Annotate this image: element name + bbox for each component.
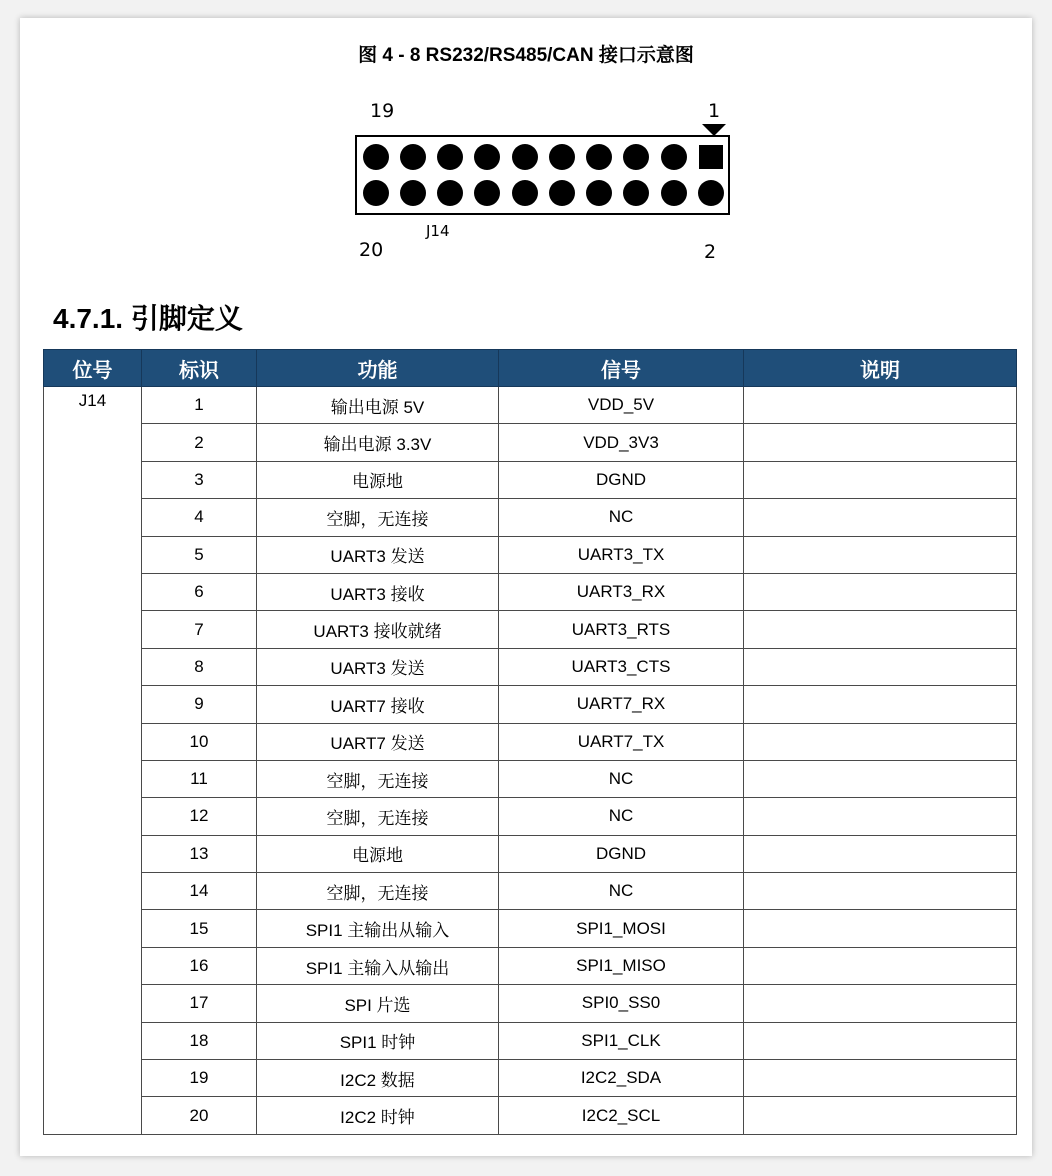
header-location: 位号 — [44, 350, 142, 387]
table-header-row — [44, 350, 1017, 387]
cell-function: 空脚，无连接 — [257, 873, 499, 910]
cell-note — [744, 835, 1017, 872]
pin-circle — [400, 144, 426, 170]
cell-note — [744, 873, 1017, 910]
cell-pin: 4 — [142, 499, 257, 536]
cell-note — [744, 798, 1017, 835]
table-row — [44, 499, 1017, 536]
cell-pin: 17 — [142, 985, 257, 1022]
cell-note — [744, 1022, 1017, 1059]
cell-note — [744, 723, 1017, 760]
cell-function: 输出电源 3.3V — [257, 424, 499, 461]
pin-circle — [400, 180, 426, 206]
cell-note — [744, 424, 1017, 461]
cell-signal: UART3_CTS — [499, 648, 744, 685]
cell-function: SPI1 主输入从输出 — [257, 947, 499, 984]
pin-circle — [661, 180, 687, 206]
table-row — [44, 461, 1017, 498]
cell-note — [744, 686, 1017, 723]
pin-circle — [474, 180, 500, 206]
cell-function: 电源地 — [257, 835, 499, 872]
table-row — [44, 611, 1017, 648]
table-row — [44, 723, 1017, 760]
pin-circle — [586, 144, 612, 170]
cell-function: I2C2 数据 — [257, 1060, 499, 1097]
table-row — [44, 387, 1017, 424]
label-pin-20: 20 — [359, 239, 384, 261]
cell-function: 电源地 — [257, 461, 499, 498]
cell-pin: 6 — [142, 573, 257, 610]
cell-function: UART3 发送 — [257, 536, 499, 573]
cell-note — [744, 947, 1017, 984]
cell-function: SPI1 时钟 — [257, 1022, 499, 1059]
cell-function: SPI 片选 — [257, 985, 499, 1022]
cell-note — [744, 648, 1017, 685]
table-row — [44, 798, 1017, 835]
cell-signal: I2C2_SDA — [499, 1060, 744, 1097]
cell-note — [744, 573, 1017, 610]
header-note: 说明 — [744, 350, 1017, 387]
cell-function: 空脚，无连接 — [257, 499, 499, 536]
cell-pin: 1 — [142, 387, 257, 424]
cell-function: UART7 接收 — [257, 686, 499, 723]
pin-circle — [512, 180, 538, 206]
pin-circle — [512, 144, 538, 170]
cell-note — [744, 985, 1017, 1022]
cell-pin: 10 — [142, 723, 257, 760]
label-pin-2: 2 — [704, 241, 717, 263]
cell-note — [744, 910, 1017, 947]
table-row — [44, 1022, 1017, 1059]
cell-pin: 15 — [142, 910, 257, 947]
table-row — [44, 947, 1017, 984]
cell-pin: 12 — [142, 798, 257, 835]
cell-function: UART3 接收就绪 — [257, 611, 499, 648]
cell-signal: SPI0_SS0 — [499, 985, 744, 1022]
cell-pin: 8 — [142, 648, 257, 685]
cell-pin: 20 — [142, 1097, 257, 1134]
cell-pin: 14 — [142, 873, 257, 910]
cell-signal: SPI1_CLK — [499, 1022, 744, 1059]
cell-signal: DGND — [499, 835, 744, 872]
cell-signal: UART7_TX — [499, 723, 744, 760]
cell-signal: SPI1_MISO — [499, 947, 744, 984]
cell-signal: SPI1_MOSI — [499, 910, 744, 947]
cell-signal: NC — [499, 798, 744, 835]
cell-pin: 3 — [142, 461, 257, 498]
cell-function: 输出电源 5V — [257, 387, 499, 424]
table-row — [44, 985, 1017, 1022]
cell-pin: 5 — [142, 536, 257, 573]
cell-signal: VDD_5V — [499, 387, 744, 424]
table-row — [44, 686, 1017, 723]
cell-location: J14 — [44, 387, 142, 1135]
cell-signal: I2C2_SCL — [499, 1097, 744, 1134]
pin-circle — [363, 180, 389, 206]
label-pin-19: 19 — [370, 100, 395, 122]
pin1-marker-icon — [702, 124, 726, 136]
header-signal: 信号 — [499, 350, 744, 387]
cell-pin: 16 — [142, 947, 257, 984]
cell-function: UART3 发送 — [257, 648, 499, 685]
pin-circle — [474, 144, 500, 170]
cell-note — [744, 1097, 1017, 1134]
section-heading: 4.7.1. 引脚定义 — [53, 303, 243, 334]
table-body — [44, 387, 1017, 1135]
connector-label: J14 — [426, 222, 450, 240]
cell-pin: 11 — [142, 760, 257, 797]
cell-signal: DGND — [499, 461, 744, 498]
pin-circle — [363, 144, 389, 170]
pin-circle — [586, 180, 612, 206]
cell-note — [744, 387, 1017, 424]
cell-pin: 13 — [142, 835, 257, 872]
pin-definition-table — [43, 349, 1017, 1135]
pin-circle — [623, 144, 649, 170]
cell-signal: NC — [499, 873, 744, 910]
pin-circle — [437, 144, 463, 170]
label-pin-1: 1 — [708, 100, 721, 122]
pin-1-square — [699, 145, 723, 169]
pin-circle — [549, 144, 575, 170]
pin-circle — [549, 180, 575, 206]
cell-signal: NC — [499, 760, 744, 797]
pin-circle — [437, 180, 463, 206]
cell-signal: VDD_3V3 — [499, 424, 744, 461]
table-row — [44, 910, 1017, 947]
cell-note — [744, 611, 1017, 648]
table-row — [44, 873, 1017, 910]
figure-caption: 图 4 - 8 RS232/RS485/CAN 接口示意图 — [358, 45, 694, 66]
table-row — [44, 536, 1017, 573]
pin-circle — [661, 144, 687, 170]
cell-note — [744, 1060, 1017, 1097]
cell-note — [744, 760, 1017, 797]
cell-note — [744, 536, 1017, 573]
cell-function: UART7 发送 — [257, 723, 499, 760]
table-row — [44, 648, 1017, 685]
cell-function: UART3 接收 — [257, 573, 499, 610]
cell-signal: UART3_TX — [499, 536, 744, 573]
cell-pin: 18 — [142, 1022, 257, 1059]
cell-signal: UART3_RX — [499, 573, 744, 610]
cell-pin: 9 — [142, 686, 257, 723]
cell-function: SPI1 主输出从输入 — [257, 910, 499, 947]
cell-note — [744, 461, 1017, 498]
table-row — [44, 1060, 1017, 1097]
table-row — [44, 760, 1017, 797]
cell-signal: UART3_RTS — [499, 611, 744, 648]
cell-function: 空脚，无连接 — [257, 760, 499, 797]
cell-function: 空脚，无连接 — [257, 798, 499, 835]
header-pin: 标识 — [142, 350, 257, 387]
pin-circle — [623, 180, 649, 206]
cell-signal: UART7_RX — [499, 686, 744, 723]
cell-function: I2C2 时钟 — [257, 1097, 499, 1134]
header-function: 功能 — [257, 350, 499, 387]
table-row — [44, 1097, 1017, 1134]
cell-pin: 2 — [142, 424, 257, 461]
pin-circle — [698, 180, 724, 206]
document-page — [20, 18, 1032, 1156]
cell-pin: 7 — [142, 611, 257, 648]
cell-pin: 19 — [142, 1060, 257, 1097]
table-row — [44, 835, 1017, 872]
table-row — [44, 573, 1017, 610]
table-row — [44, 424, 1017, 461]
cell-signal: NC — [499, 499, 744, 536]
connector-diagram — [20, 18, 1032, 278]
cell-note — [744, 499, 1017, 536]
